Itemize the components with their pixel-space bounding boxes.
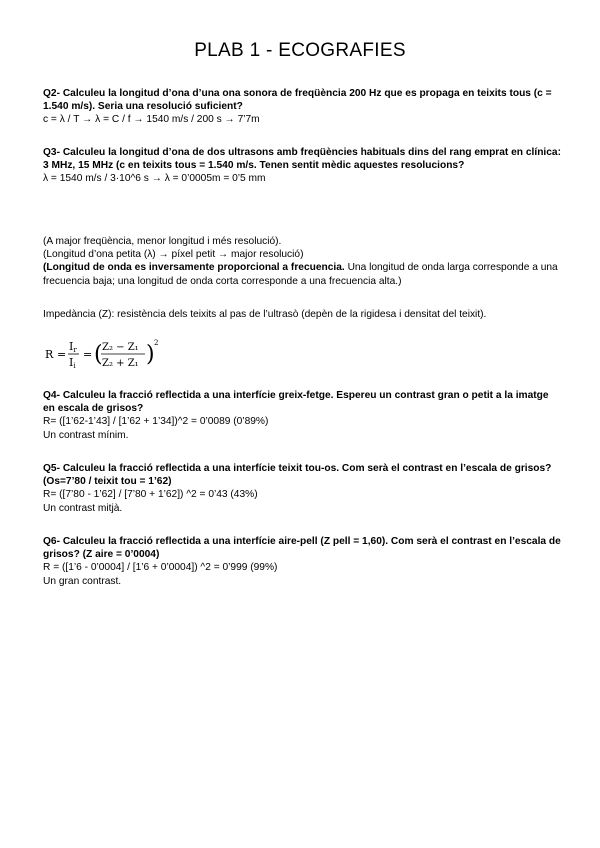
- question-q5: Q5- Calculeu la fracció reflectida a una interfície teixit tou-os. Com serà el contrast en l’escala de grisos? (Os=7’80 / teixit tou = 1’62): [43, 463, 552, 488]
- answer-q5: R= ([7’80 - 1’62] / [7’80 + 1’62]) ^2 = 0’43 (43%): [43, 489, 258, 501]
- formula-eq-2: =: [83, 348, 93, 361]
- formula-exponent: 2: [154, 339, 159, 347]
- reflection-formula: [43, 337, 193, 373]
- formula-left-paren: (: [94, 342, 103, 367]
- answer-q2: c = λ / T → λ = C / f → 1540 m/s / 200 s → 7’7m: [43, 114, 260, 126]
- formula-ir: Ir: [69, 340, 77, 354]
- question-block-q4: [43, 389, 563, 442]
- notes-block: [43, 235, 563, 288]
- comment-q5: Un contrast mitjà.: [43, 502, 123, 514]
- question-q4: Q4- Calculeu la fracció reflectida a una interfície greix-fetge. Espereu un contrast gran o petit a la imatge en escala de grisos?: [43, 390, 549, 415]
- answer-q6: R = ([1’6 - 0’0004] / [1’6 + 0’0004]) ^2 = 0’999 (99%): [43, 562, 278, 574]
- answer-q4: R= ([1’62-1’43] / [1’62 + 1’34])^2 = 0’0089 (0’89%): [43, 416, 269, 428]
- question-block-q5: [43, 462, 563, 515]
- formula-denominator: Z₂ + Z₁: [102, 358, 139, 369]
- page-title: PLAB 1 - ECOGRAFIES: [194, 40, 406, 61]
- impedance-definition: Impedància (Z): resistència dels teixits al pas de l’ultrasò (depèn de la rigidesa i densitat del teixit).: [43, 309, 487, 320]
- comment-q6: Un gran contrast.: [43, 575, 122, 587]
- note-line-1: (A major freqüència, menor longitud i més resolució).: [43, 236, 282, 247]
- question-block-q2: [43, 87, 563, 127]
- note-line-3: [43, 261, 563, 287]
- note-line-3-rest: Una longitud de onda larga corresponde a una frecuencia baja; una longitud de onda corta corresponde a una frecuencia alta.): [43, 262, 558, 287]
- question-block-q6: [43, 535, 563, 588]
- formula-right-paren: ): [146, 342, 155, 367]
- question-q3: Q3- Calculeu la longitud d’ona de dos ultrasons amb freqüències habituals dins del rang emprat en clínica: 3 MHz, 15 MHz (c en teixits tous = 1.540 m/s. Tenen sentit mèdic aquestes resolucions?: [43, 147, 561, 172]
- question-block-q3: [43, 146, 563, 186]
- formula-eq-1: =: [57, 348, 67, 361]
- formula-ii: Ii: [69, 356, 76, 370]
- note-line-2: (Longitud d’ona petita (λ) → píxel petit → major resolució): [43, 249, 304, 261]
- question-q6: Q6- Calculeu la fracció reflectida a una interfície aire-pell (Z pell = 1,60). Com serà el contrast en l’escala de grisos? (Z aire = 0’0004): [43, 536, 561, 561]
- comment-q4: Un contrast mínim.: [43, 429, 129, 441]
- note-line-3-bold: (Longitud de onda es inversamente proporcional a frecuencia.: [43, 262, 345, 274]
- formula-r: R: [45, 348, 54, 361]
- answer-q3: λ = 1540 m/s / 3·10^6 s → λ = 0’0005m = 0’5 mm: [43, 173, 266, 185]
- formula-numerator: Z₂ − Z₁: [102, 342, 139, 353]
- question-q2: Q2- Calculeu la longitud d’ona d’una ona sonora de freqüència 200 Hz que es propaga en teixits tous (c = 1.540 m/s). Seria una resolució suficient?: [43, 88, 552, 113]
